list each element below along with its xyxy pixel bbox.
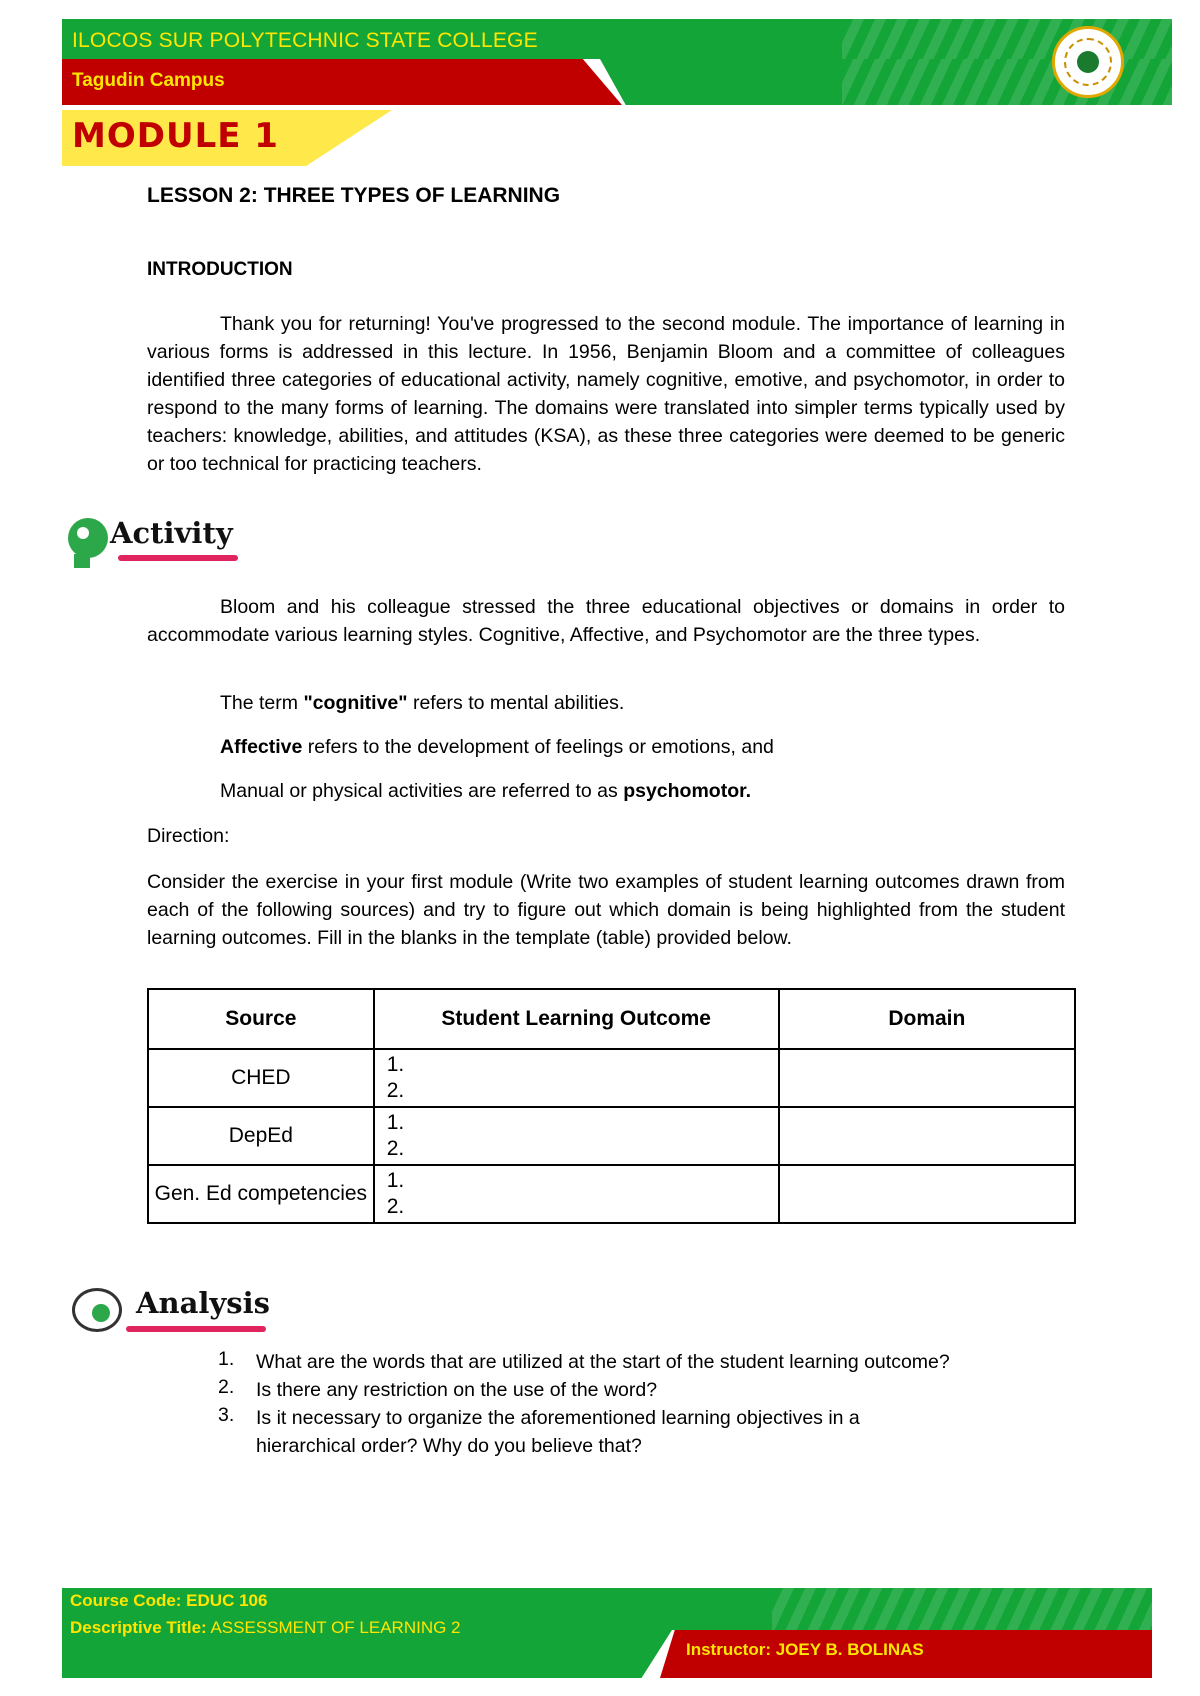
introduction-heading: INTRODUCTION bbox=[147, 259, 293, 280]
outcome-item: 2. bbox=[386, 1079, 405, 1102]
affective-definition bbox=[220, 736, 774, 759]
activity-underline bbox=[118, 555, 238, 561]
activity-label: Activity bbox=[110, 516, 233, 550]
activity-paragraph: Bloom and his colleague stressed the three educational objectives or domains in order to accommodate various learning styles. Cognitive, Affective, and Psychomotor are the three types. bbox=[147, 596, 1065, 646]
module-title: MODULE 1 bbox=[72, 116, 279, 156]
outcome-cell[interactable] bbox=[374, 1165, 779, 1223]
head-neck-shape bbox=[74, 554, 90, 568]
college-seal-logo bbox=[1052, 26, 1124, 98]
table-header-row bbox=[148, 989, 1075, 1049]
direction-label: Direction: bbox=[147, 825, 230, 847]
table-row bbox=[148, 1107, 1075, 1165]
descriptive-title bbox=[70, 1618, 461, 1638]
psychomotor-term: psychomotor. bbox=[623, 780, 752, 802]
cognitive-post: refers to mental abilities. bbox=[407, 692, 625, 714]
question-text: Is it necessary to organize the aforementioned learning objectives in a hierarchical order? Why do you believe that? bbox=[256, 1407, 860, 1457]
affective-post: refers to the development of feelings or emotions, and bbox=[302, 736, 774, 758]
outcome-item: 2. bbox=[386, 1137, 405, 1160]
header-outcome: Student Learning Outcome bbox=[374, 989, 779, 1049]
source-cell: Gen. Ed competencies bbox=[148, 1165, 374, 1223]
introduction-paragraph: Thank you for returning! You've progressed to the second module. The importance of learning in various forms is addressed in this lecture. In 1956, Benjamin Bloom and a committee of colleagues identified three categories of educational activity, namely cognitive, emotive, and psychomotor, in order to respond to the many forms of learning. The domains were translated into simpler terms typically used by teachers: knowledge, abilities, and attitudes (KSA), as these three categories were deemed to be generic or too technical for practicing teachers. bbox=[147, 313, 1065, 475]
outcome-cell[interactable] bbox=[374, 1107, 779, 1165]
table-row bbox=[148, 1049, 1075, 1107]
outcome-item: 2. bbox=[386, 1195, 405, 1218]
outcome-item: 1. bbox=[386, 1053, 405, 1076]
analysis-label: Analysis bbox=[136, 1286, 270, 1320]
activity-badge bbox=[68, 514, 258, 570]
question-number: 3. bbox=[218, 1404, 235, 1426]
outcome-cell[interactable] bbox=[374, 1049, 779, 1107]
question-number: 1. bbox=[218, 1348, 235, 1370]
descriptive-title-label: Descriptive Title: bbox=[70, 1618, 207, 1637]
cognitive-definition bbox=[220, 692, 624, 715]
header-domain: Domain bbox=[779, 989, 1075, 1049]
psychomotor-pre: Manual or physical activities are referred to as bbox=[220, 780, 624, 802]
source-cell: CHED bbox=[148, 1049, 374, 1107]
question-text: What are the words that are utilized at the start of the student learning outcome? bbox=[256, 1351, 950, 1373]
descriptive-title-value: ASSESSMENT OF LEARNING 2 bbox=[206, 1618, 461, 1637]
cognitive-pre: The term bbox=[220, 692, 304, 714]
domain-cell[interactable] bbox=[779, 1107, 1075, 1165]
question-number: 2. bbox=[218, 1376, 235, 1398]
slo-table bbox=[147, 988, 1076, 1224]
domain-cell[interactable] bbox=[779, 1049, 1075, 1107]
analysis-badge bbox=[70, 1282, 280, 1340]
table-row bbox=[148, 1165, 1075, 1223]
question-text: Is there any restriction on the use of the word? bbox=[256, 1379, 658, 1401]
outcome-item: 1. bbox=[386, 1169, 405, 1192]
campus-name: Tagudin Campus bbox=[72, 70, 225, 91]
head-gear-icon bbox=[68, 518, 108, 558]
instructor-name: Instructor: JOEY B. BOLINAS bbox=[686, 1640, 924, 1659]
psychomotor-definition bbox=[220, 780, 751, 803]
direction-text: Consider the exercise in your first module (Write two examples of student learning outcomes drawn from each of the following sources) and try to figure out which domain is being highlighted from the student learning outcomes. Fill in the blanks in the template (table) provided below. bbox=[147, 871, 1065, 949]
lesson-title: LESSON 2: THREE TYPES OF LEARNING bbox=[147, 184, 561, 207]
affective-term: Affective bbox=[220, 736, 303, 758]
header-source: Source bbox=[148, 989, 374, 1049]
gear-icon bbox=[77, 527, 89, 539]
source-cell: DepEd bbox=[148, 1107, 374, 1165]
cognitive-term: "cognitive" bbox=[303, 692, 408, 714]
domain-cell[interactable] bbox=[779, 1165, 1075, 1223]
outcome-item: 1. bbox=[386, 1111, 405, 1134]
college-name: ILOCOS SUR POLYTECHNIC STATE COLLEGE bbox=[72, 29, 538, 52]
magnifier-lens-icon bbox=[92, 1304, 110, 1322]
analysis-underline bbox=[126, 1326, 266, 1332]
course-code: Course Code: EDUC 106 bbox=[70, 1591, 268, 1610]
